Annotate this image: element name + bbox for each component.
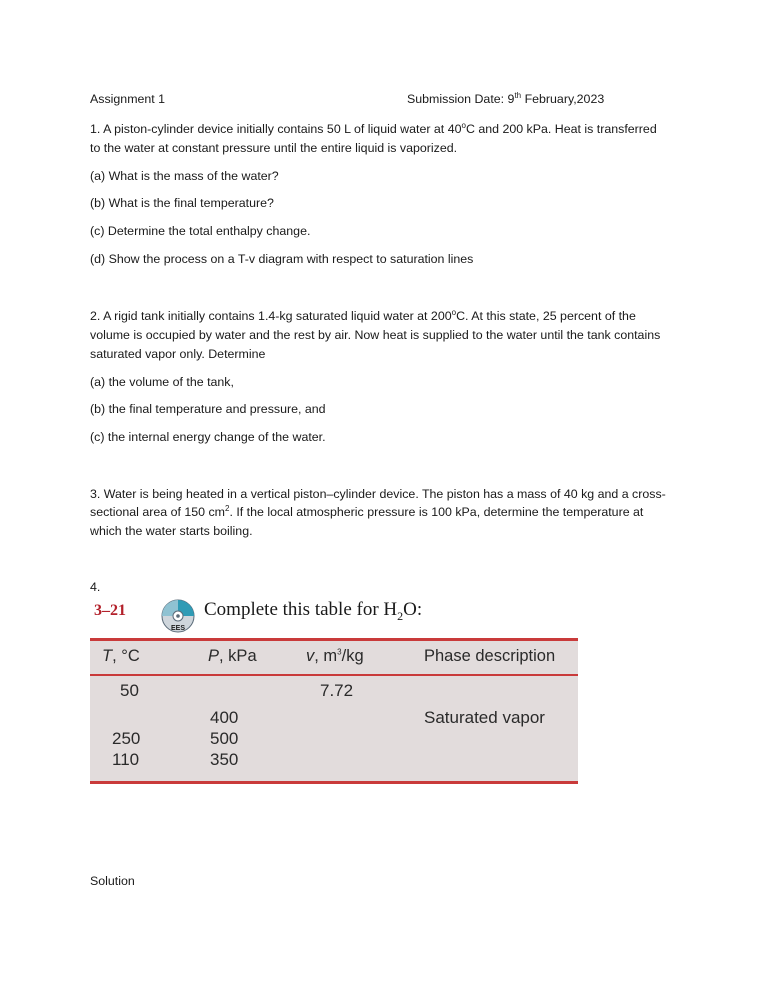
- header-specific-volume: v, $m^3/kg$: [306, 647, 364, 665]
- table-cell: 110: [112, 750, 140, 769]
- table-cell: 250: [112, 729, 141, 748]
- q1-part-c: (c) Determine the total enthalpy change.: [90, 224, 311, 238]
- header-temperature: T, °C: [102, 647, 140, 665]
- q2-part-a: (a) the volume of the tank,: [90, 375, 234, 389]
- table-cell: 7.72: [320, 681, 354, 700]
- problem-number: 3–21: [94, 602, 126, 619]
- table-cell: 350: [210, 750, 239, 769]
- table-cell: 50: [120, 681, 139, 700]
- q1-part-b: (b) What is the final temperature?: [90, 196, 274, 210]
- ees-cd-icon: [160, 598, 196, 634]
- submission-date: Submission Date: 9th February,2023: [407, 90, 605, 106]
- q3-line2: sectional area of 150 $cm^2$. If the local atmospheric pressure is 100 kPa, determine the temperature at: [90, 503, 644, 519]
- assignment-title: Assignment 1: [90, 92, 166, 106]
- textbook-problem-figure: [90, 596, 580, 786]
- property-table: [90, 638, 578, 784]
- solution-heading: Solution: [90, 874, 135, 888]
- table-header-rule: [90, 674, 578, 676]
- header-pressure: P, kPa: [208, 647, 257, 665]
- q4-number: 4.: [90, 580, 101, 594]
- table-cell: Saturated vapor: [424, 708, 545, 727]
- problem-title: Complete this table for $H_2O$:: [204, 599, 423, 623]
- q3-line1: 3. Water is being heated in a vertical piston–cylinder device. The piston has a mass of 40 kg and a cross-: [90, 487, 666, 501]
- header-phase: Phase description: [424, 647, 556, 665]
- q1-part-a: (a) What is the mass of the water?: [90, 169, 279, 183]
- q2-intro-line2: volume is occupied by water and the rest by air. Now heat is supplied to the water until the tank contains: [90, 328, 661, 342]
- q1-intro-line1: 1. A piston-cylinder device initially contains 50 L of liquid water at 40$^o$C and 200 kPa. Heat is transferred: [90, 120, 657, 136]
- q2-intro-line3: saturated vapor only. Determine: [90, 347, 266, 361]
- q1-part-d: (d) Show the process on a T-v diagram with respect to saturation lines: [90, 252, 474, 266]
- q2-part-b: (b) the final temperature and pressure, and: [90, 402, 326, 416]
- table-cell: 500: [210, 729, 239, 748]
- q2-intro-line1: 2. A rigid tank initially contains 1.4-kg saturated liquid water at 200$^o$C. At this state, 25 percent of the: [90, 307, 636, 323]
- ees-label: EES: [170, 625, 186, 632]
- table-cell: 400: [210, 708, 239, 727]
- q3-line3: which the water starts boiling.: [90, 524, 253, 538]
- q1-intro-line2: to the water at constant pressure until the entire liquid is vaporized.: [90, 141, 458, 155]
- q2-part-c: (c) the internal energy change of the water.: [90, 430, 326, 444]
